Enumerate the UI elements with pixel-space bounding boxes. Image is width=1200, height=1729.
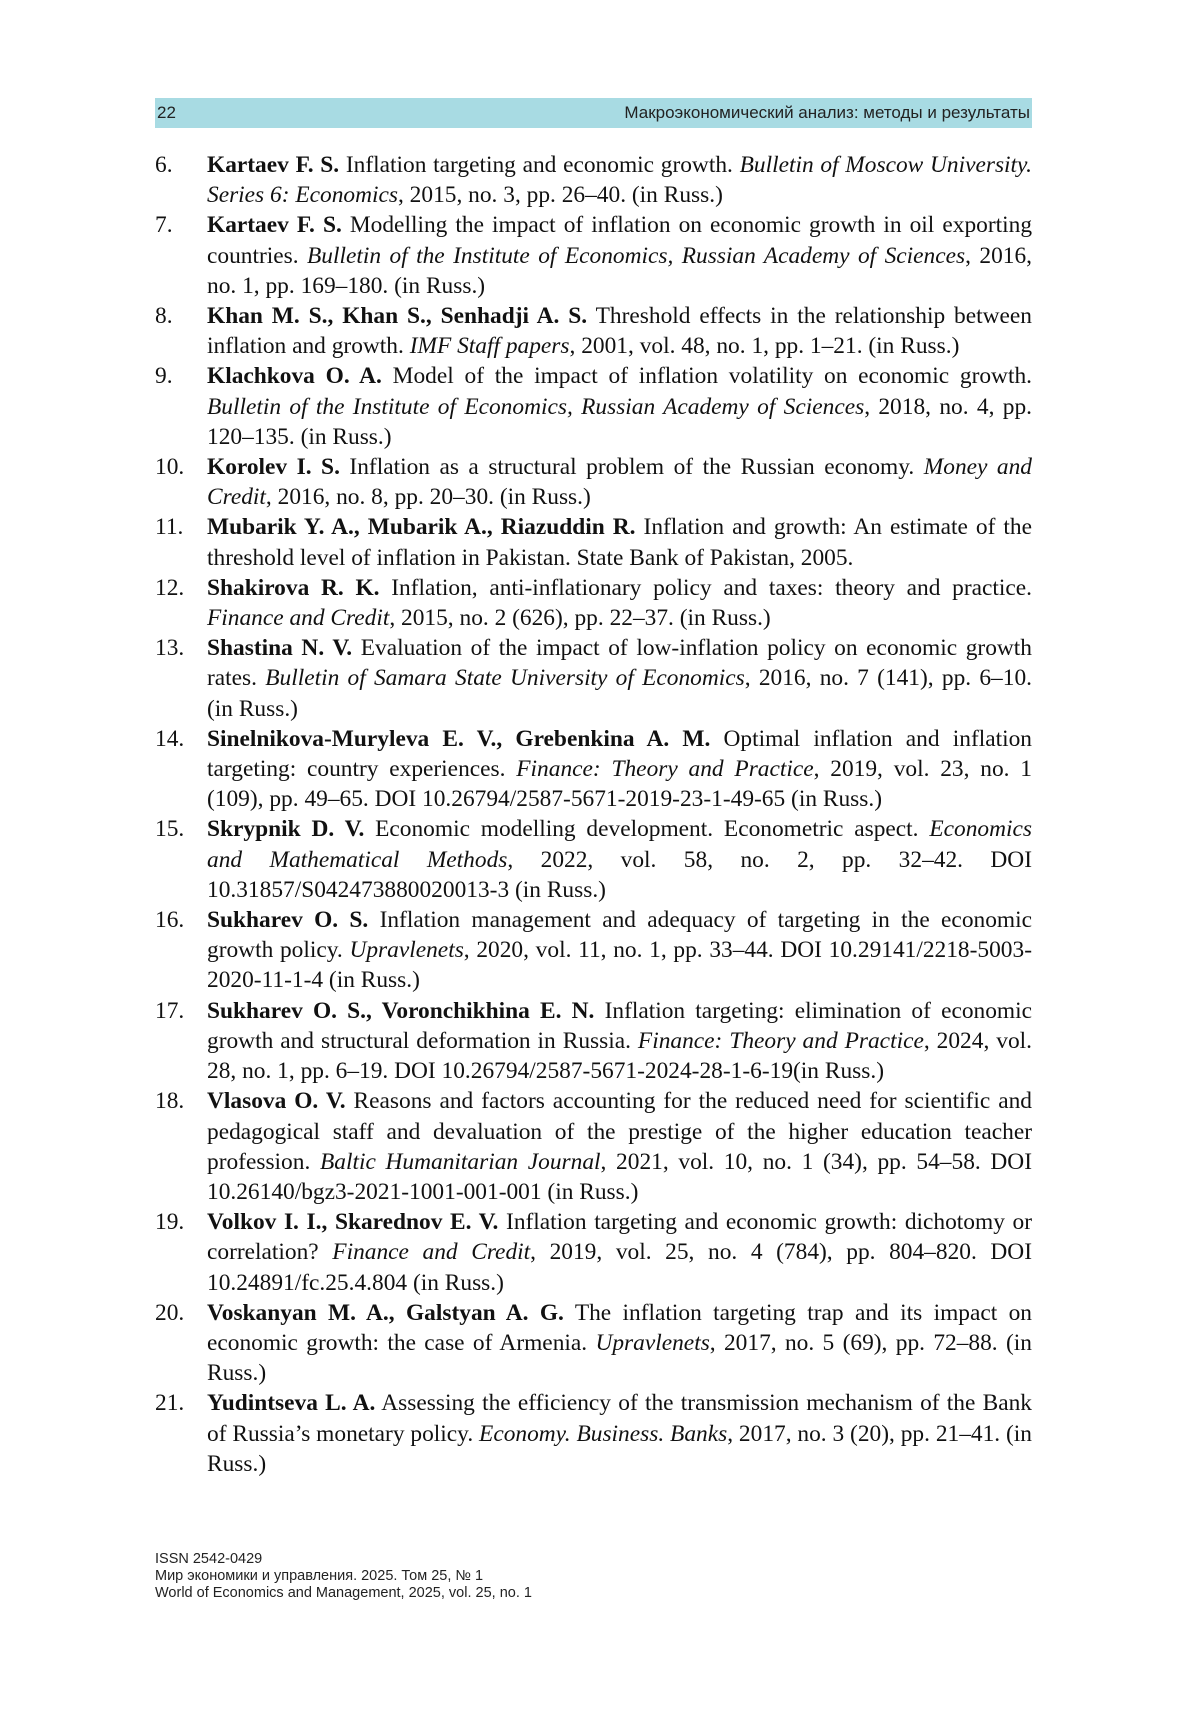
reference-title: Assessing the efficiency of the transmission mechanism of the Bank of Russia’s monetary policy. bbox=[207, 1390, 1032, 1447]
reference-details: , 2015, no. 3, pp. 26–40. (in Russ.) bbox=[397, 182, 723, 209]
reference-journal: Finance and Credit bbox=[207, 605, 390, 632]
reference-number: 18. bbox=[155, 1088, 185, 1115]
reference-number: 14. bbox=[155, 725, 185, 752]
reference-journal: Finance: Theory and Practice bbox=[516, 756, 814, 783]
reference-journal: Upravlenets bbox=[349, 937, 464, 964]
reference-journal: Finance and Credit bbox=[332, 1239, 531, 1266]
reference-title: Inflation targeting and economic growth. bbox=[339, 152, 740, 178]
reference-text bbox=[207, 210, 1032, 301]
reference-number: 12. bbox=[155, 574, 185, 601]
reference-number: 17. bbox=[155, 997, 185, 1024]
reference-item bbox=[155, 150, 1032, 210]
reference-item bbox=[155, 452, 1032, 512]
reference-journal: Finance: Theory and Practice bbox=[637, 1027, 924, 1054]
reference-text bbox=[207, 814, 1032, 905]
reference-number: 20. bbox=[155, 1299, 185, 1326]
reference-details: , 2017, no. 5 (69), pp. 72–88. (in Russ.) bbox=[207, 1329, 1032, 1387]
footer-journal-ru: Мир экономики и управления. 2025. Том 25, № 1 bbox=[155, 1568, 484, 1584]
reference-item bbox=[155, 1086, 1032, 1207]
reference-journal: Money and Credit bbox=[207, 454, 1033, 511]
reference-number: 10. bbox=[155, 454, 185, 481]
reference-authors: Volkov I. I., Skarednov E. V. bbox=[207, 1209, 499, 1236]
reference-title: Modelling the impact of inflation on economic growth in oil exporting countries. bbox=[207, 212, 1033, 269]
section-title: Макроэкономический анализ: методы и результаты bbox=[624, 103, 1030, 122]
reference-item bbox=[155, 1207, 1032, 1298]
running-header bbox=[155, 98, 1032, 128]
reference-title: Threshold effects in the relationship between inflation and growth. bbox=[207, 303, 1032, 360]
reference-item bbox=[155, 996, 1032, 1087]
page-number: 22 bbox=[157, 103, 176, 122]
reference-authors: Klachkova O. A. bbox=[207, 363, 382, 390]
reference-text bbox=[207, 633, 1032, 724]
reference-authors: Kartaev F. S. bbox=[207, 212, 342, 239]
reference-item bbox=[155, 633, 1032, 724]
reference-text bbox=[207, 150, 1032, 210]
reference-text bbox=[207, 996, 1032, 1087]
reference-details: , 2015, no. 2 (626), pp. 22–37. (in Russ.) bbox=[389, 605, 771, 632]
reference-authors: Sukharev O. S. bbox=[207, 907, 369, 934]
reference-number: 6. bbox=[155, 152, 173, 178]
reference-text bbox=[207, 512, 1032, 572]
reference-item bbox=[155, 814, 1032, 905]
reference-title: The inflation targeting trap and its impact on economic growth: the case of Armenia. bbox=[207, 1299, 1032, 1356]
reference-item bbox=[155, 301, 1032, 361]
reference-number: 21. bbox=[155, 1390, 185, 1417]
reference-item bbox=[155, 1298, 1032, 1389]
reference-authors: Skrypnik D. V. bbox=[207, 816, 365, 843]
reference-text bbox=[207, 1207, 1032, 1298]
reference-text bbox=[207, 361, 1032, 452]
reference-details: , 2016, no. 7 (141), pp. 6–10. (in Russ.) bbox=[207, 665, 1032, 722]
reference-text bbox=[207, 905, 1032, 996]
reference-authors: Kartaev F. S. bbox=[207, 152, 340, 178]
reference-details: , 2016, no. 8, pp. 20–30. (in Russ.) bbox=[265, 484, 591, 511]
reference-details: , 2024, vol. 28, no. 1, pp. 6–19. DOI 10.26794/2587-5671-2024-28-1-6-19(in Russ.) bbox=[207, 1027, 1032, 1085]
reference-details: , 2020, vol. 11, no. 1, pp. 33–44. DOI 10.29141/2218-5003-2020-11-1-4 (in Russ.) bbox=[207, 937, 1032, 994]
reference-number: 9. bbox=[155, 363, 173, 390]
footer-issn: ISSN 2542-0429 bbox=[155, 1551, 263, 1567]
reference-number: 16. bbox=[155, 907, 185, 934]
reference-journal: Economics and Mathematical Methods bbox=[207, 816, 1032, 873]
reference-title: Evaluation of the impact of low-inflation policy on economic growth rates. bbox=[207, 635, 1032, 692]
reference-text bbox=[207, 301, 1032, 361]
reference-number: 7. bbox=[155, 212, 173, 239]
reference-number: 8. bbox=[155, 303, 173, 330]
reference-title: Inflation management and adequacy of targeting in the economic growth policy. bbox=[207, 907, 1032, 964]
reference-journal: Bulletin of the Institute of Economics, Russian Academy of Sciences bbox=[207, 393, 865, 420]
reference-details: , 2001, vol. 48, no. 1, pp. 1–21. (in Russ.) bbox=[569, 333, 960, 360]
reference-text bbox=[207, 573, 1032, 633]
reference-journal: IMF Staff papers bbox=[409, 333, 570, 360]
reference-title: Inflation, anti-inflationary policy and taxes: theory and practice. bbox=[379, 574, 1032, 601]
reference-number: 15. bbox=[155, 816, 185, 843]
reference-item bbox=[155, 512, 1032, 572]
reference-title: Inflation and growth: An estimate of the threshold level of inflation in Pakistan. State Bank of Pakistan, 2005. bbox=[207, 514, 1032, 571]
reference-authors: Sukharev O. S., Voronchikhina E. N. bbox=[207, 997, 595, 1024]
footer-journal-en: World of Economics and Management, 2025, vol. 25, no. 1 bbox=[155, 1585, 532, 1601]
reference-details: , 2018, no. 4, pp. 120–135. (in Russ.) bbox=[207, 393, 1032, 450]
reference-details: , 2022, vol. 58, no. 2, pp. 32–42. DOI 10.31857/S042473880020013-3 (in Russ.) bbox=[207, 846, 1032, 903]
reference-authors: Mubarik Y. A., Mubarik A., Riazuddin R. bbox=[207, 514, 636, 541]
reference-item bbox=[155, 573, 1032, 633]
reference-details: , 2021, vol. 10, no. 1 (34), pp. 54–58. DOI 10.26140/bgz3-2021-1001-001-001 (in Russ.) bbox=[207, 1148, 1032, 1205]
footer bbox=[155, 1551, 532, 1602]
reference-text bbox=[207, 452, 1032, 512]
reference-item bbox=[155, 210, 1032, 301]
reference-text bbox=[207, 1298, 1032, 1389]
reference-item bbox=[155, 361, 1032, 452]
reference-details: , 2016, no. 1, pp. 169–180. (in Russ.) bbox=[207, 242, 1032, 299]
reference-title: Optimal inflation and inflation targeting: country experiences. bbox=[207, 725, 1032, 783]
reference-details: , 2017, no. 3 (20), pp. 21–41. (in Russ.) bbox=[207, 1420, 1032, 1477]
reference-item bbox=[155, 724, 1032, 815]
reference-number: 19. bbox=[155, 1209, 185, 1236]
reference-number: 11. bbox=[155, 514, 184, 541]
reference-journal: Bulletin of Moscow University. Series 6: Economics bbox=[207, 152, 1032, 209]
reference-authors: Vlasova O. V. bbox=[207, 1088, 346, 1115]
reference-journal: Bulletin of the Institute of Economics, Russian Academy of Sciences bbox=[307, 242, 966, 269]
reference-authors: Voskanyan M. A., Galstyan A. G. bbox=[207, 1299, 564, 1326]
reference-list bbox=[155, 150, 1032, 1479]
reference-authors: Khan M. S., Khan S., Senhadji A. S. bbox=[207, 303, 588, 330]
reference-authors: Shakirova R. K. bbox=[207, 574, 380, 601]
reference-authors: Yudintseva L. A. bbox=[207, 1390, 376, 1417]
reference-item bbox=[155, 905, 1032, 996]
reference-text bbox=[207, 724, 1032, 815]
reference-title: Inflation as a structural problem of the Russian economy. bbox=[339, 454, 924, 481]
reference-journal: Bulletin of Samara State University of Economics bbox=[265, 665, 745, 692]
reference-authors: Sinelnikova-Muryleva E. V., Grebenkina A. M. bbox=[207, 725, 711, 752]
reference-title: Inflation targeting and economic growth: dichotomy or correlation? bbox=[207, 1209, 1032, 1266]
reference-title: Economic modelling development. Econometric aspect. bbox=[364, 816, 930, 843]
reference-title: Model of the impact of inflation volatility on economic growth. bbox=[381, 363, 1032, 390]
reference-text bbox=[207, 1086, 1032, 1207]
reference-journal: Upravlenets bbox=[595, 1329, 710, 1356]
reference-details: , 2019, vol. 23, no. 1 (109), pp. 49–65. DOI 10.26794/2587-5671-2019-23-1-49-65 (in Russ.) bbox=[207, 756, 1032, 813]
reference-authors: Shastina N. V. bbox=[207, 635, 353, 662]
reference-item bbox=[155, 1388, 1032, 1479]
reference-title: Inflation targeting: elimination of economic growth and structural deformation in Russia. bbox=[207, 997, 1033, 1054]
reference-journal: Baltic Humanitarian Journal bbox=[319, 1148, 601, 1175]
reference-title: Reasons and factors accounting for the reduced need for scientific and pedagogical staff and devaluation of the prestige of the higher education teacher profession. bbox=[207, 1088, 1032, 1175]
reference-journal: Economy. Business. Banks bbox=[479, 1420, 728, 1447]
reference-details: , 2019, vol. 25, no. 4 (784), pp. 804–820. DOI 10.24891/fc.25.4.804 (in Russ.) bbox=[207, 1239, 1032, 1296]
reference-number: 13. bbox=[155, 635, 185, 662]
reference-authors: Korolev I. S. bbox=[207, 454, 340, 481]
reference-text bbox=[207, 1388, 1032, 1479]
